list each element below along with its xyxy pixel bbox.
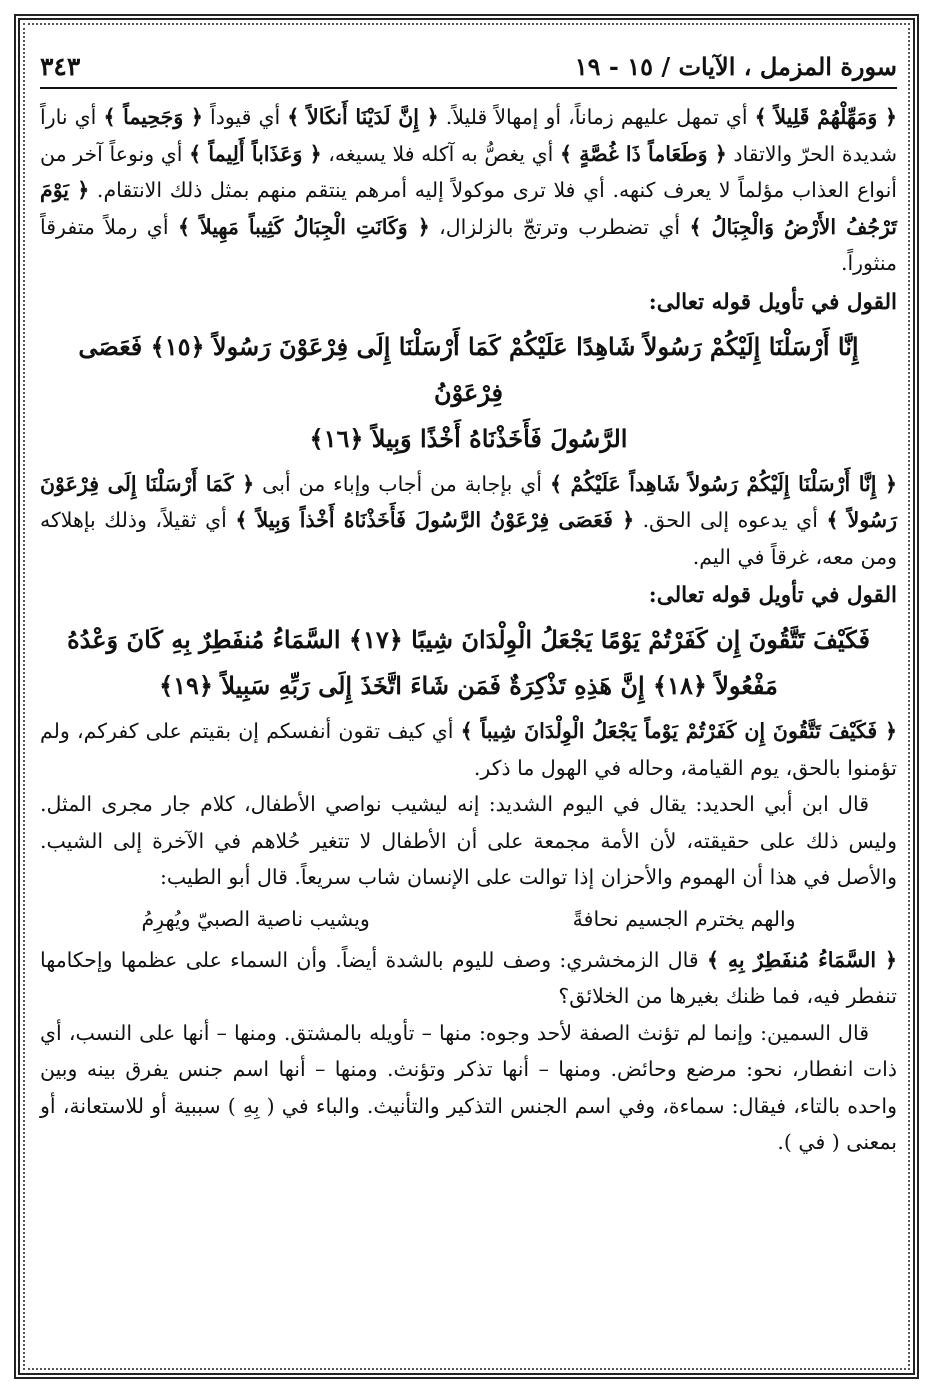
- section-heading-1: القول في تأويل قوله تعالى:: [648, 289, 897, 315]
- commentary-text: أي رملاً متفرقاً منثوراً.: [40, 214, 897, 275]
- quran-quote: ﴿ وَكَانَتِ الْجِبَالُ كَثِيباً مَهِيلاً ﴾: [177, 214, 430, 239]
- quran-quote: ﴿ وَمَهِّلْهُمْ قَلِيلاً ﴾: [754, 105, 897, 129]
- running-header: [40, 52, 897, 89]
- commentary-paragraph-2: [40, 466, 897, 576]
- verse-block-1: [40, 324, 897, 462]
- commentary-text: أي يدعوه إلى الحق.: [634, 508, 827, 532]
- quran-quote: ﴿ فَكَيْفَ تَتَّقُونَ إِن كَفَرْتُمْ يَوْماً يَجْعَلُ الْوِلْدَانَ شِيباً ﴾: [460, 719, 897, 743]
- quran-quote: ﴿ إِنَّا أَرْسَلْنَا إِلَيْكُمْ رَسُولاً شَاهِداً عَلَيْكُمْ ﴾: [549, 471, 897, 496]
- commentary-text: أي ونوعاً آخر من أنواع العذاب مؤلماً لا يعرف كنهه. أي فلا ترى موكولاً إليه أمرهم ينتقم منهم بمثل ذلك الانتقام.: [40, 141, 897, 202]
- quran-quote: ﴿ فَعَصَى فِرْعَوْنُ الرَّسُولَ فَأَخَذْنَاهُ أَخْذاً وَبِيلاً ﴾: [235, 508, 635, 532]
- commentary-text: أي بإجابة من أجاب وإباء من أبى: [254, 471, 550, 496]
- page-content: [40, 52, 897, 1355]
- verse-block-2: [40, 617, 897, 709]
- quran-quote: ﴿ يَوْمَ تَرْجُفُ الأَرْضُ وَالْجِبَالُ ﴾: [40, 178, 898, 239]
- commentary-paragraph-6: قال السمين: وإنما لم تؤنث الصفة لأحد وجوه: منها – تأويله بالمشتق. ومنها – أنها على النسب، أي ذات انفطار، نحو: مرضع وحائض. ومنها – أنها تذكر وتؤنث. ومنها – أنها اسم جنس يفرق بينه وبين واحده بالتاء، فيقال: سماءة، وفي اسم الجنس التذكير والتأنيث. والباء في ( بِهِ ) سببية أو للاستعانة، أو بمعنى ( في ).: [40, 1020, 897, 1154]
- quran-quote: ﴿ وَعَذَاباً أَلِيماً ﴾: [189, 141, 322, 166]
- quran-quote: ﴿ إِنَّ لَدَيْنَا أَنكَالاً ﴾: [287, 105, 439, 129]
- verse-line: مَفْعُولاً ﴿١٨﴾ إِنَّ هَذِهِ تَذْكِرَةٌ فَمَن شَاءَ اتَّخَذَ إِلَى رَبِّهِ سَبِيلاً ﴿١٩﴾: [159, 671, 778, 700]
- section-heading-2: القول في تأويل قوله تعالى:: [648, 583, 897, 608]
- commentary-text: أي ناراً شديدة الحرّ والاتقاد: [40, 105, 898, 166]
- poem-verse: [40, 900, 897, 938]
- quran-quote: ﴿ كَمَا أَرْسَلْنَا إِلَى فِرْعَوْنَ رَسُولاً ﴾: [40, 471, 897, 532]
- commentary-paragraph-3: [40, 713, 897, 786]
- commentary-text: قال الزمخشري: وصف لليوم بالشدة أيضاً. وأن السماء على عظمها وإحكامها تنفطر فيه، فما ظنك بغيرها من الخلائق؟: [40, 947, 897, 1008]
- commentary-paragraph-4: قال ابن أبي الحديد: يقال في اليوم الشديد: إنه ليشيب نواصي الأطفال، كلام جار مجرى المثل. وليس ذلك على حقيقته، لأن الأمة مجمعة على أن الأطفال لا تتغير حُلاهم في الآخرة إلى الشيب. والأصل في هذا أن الهموم والأحزان إذا توالت على الإنسان شاب سريعاً. قال أبو الطيب:: [40, 792, 897, 889]
- quran-quote: ﴿ السَّمَاءُ مُنفَطِرٌ بِهِ ﴾: [706, 947, 897, 972]
- poem-hemistich-second: ويشيب ناصية الصبيّ ويُهرِمُ: [141, 906, 370, 931]
- poem-hemistich-first: والهم يخترم الجسيم نحافةً: [572, 906, 796, 931]
- quran-quote: ﴿ وَجَحِيماً ﴾: [103, 105, 203, 129]
- header-title: سورة المزمل ، الآيات / ١٥ - ١٩: [574, 52, 897, 81]
- verse-line: فَكَيْفَ تَتَّقُونَ إِن كَفَرْتُمْ يَوْمًا يَجْعَلُ الْوِلْدَانَ شِيبًا ﴿١٧﴾ السَّمَاءُ مُنفَطِرٌ بِهِ كَانَ وَعْدُهُ: [67, 625, 870, 654]
- commentary-paragraph-1: [40, 99, 897, 282]
- verse-line: الرَّسُولَ فَأَخَذْنَاهُ أَخْذًا وَبِيلاً ﴿١٦﴾: [309, 423, 628, 453]
- quran-quote: ﴿ وَطَعَاماً ذَا غُصَّةٍ ﴾: [559, 141, 727, 166]
- commentary-text: أي تمهل عليهم زماناً، أو إمهالاً قليلاً.: [438, 105, 755, 129]
- commentary-text: أي قيوداً: [202, 105, 288, 129]
- commentary-text: أي يغصُّ به آكله فلا يسيغه،: [321, 141, 560, 166]
- page-number: ٣٤٣: [40, 52, 81, 81]
- commentary-paragraph-5: [40, 942, 897, 1015]
- commentary-text: أي ثقيلاً، وذلك بإهلاكه ومن معه، غرقاً في اليم.: [40, 508, 897, 569]
- verse-line: إِنَّا أَرْسَلْنَا إِلَيْكُمْ رَسُولاً شَاهِدًا عَلَيْكُمْ كَمَا أَرْسَلْنَا إِلَى فِرْعَوْنَ رَسُولاً ﴿١٥﴾ فَعَصَى فِرْعَوْنُ: [78, 331, 859, 407]
- commentary-text: أي كيف تقون أنفسكم إن بقيتم على كفركم، ولم تؤمنوا بالحق، يوم القيامة، وحاله في الهول ما ذكر.: [40, 719, 897, 780]
- commentary-text: أي تضطرب وترتجّ بالزلزال،: [429, 214, 690, 239]
